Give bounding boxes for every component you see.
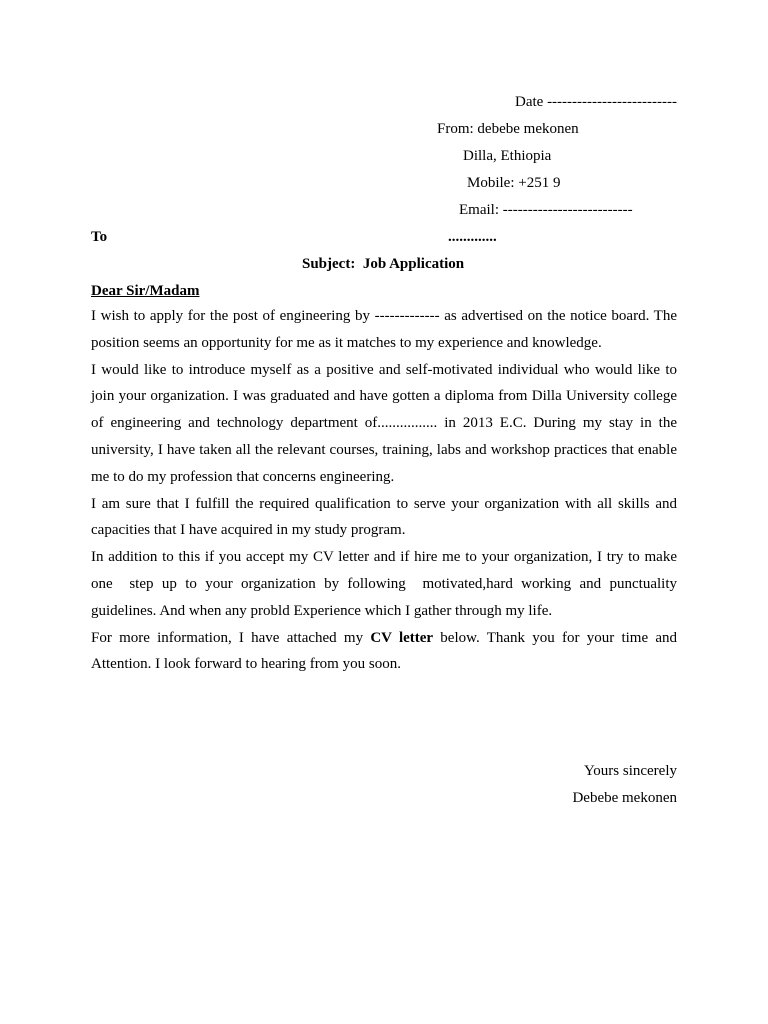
date-line: Date -------------------------- [515, 94, 677, 110]
p5-text-before: For more information, I have attached my [91, 629, 371, 646]
signature-name: Debebe mekonen [572, 790, 677, 806]
closing-block [572, 758, 677, 812]
email-line: Email: -------------------------- [459, 202, 633, 218]
to-label: To [91, 229, 108, 245]
letter-body [91, 303, 681, 678]
to-address-placeholder: ............. [448, 229, 497, 245]
valediction: Yours sincerely [583, 763, 677, 779]
salutation: Dear Sir/Madam [91, 283, 200, 299]
body-paragraph: In addition to this if you accept my CV letter and if hire me to your organization, I try to make one step up to your organization by following motivated,hard working and punctuality guidelines. And when any probld Experience which I gather through my life. [91, 549, 681, 619]
city-line: Dilla, Ethiopia [463, 148, 552, 164]
body-paragraph: I am sure that I fulfill the required qualification to serve your organization with all skills and capacities that I have acquired in my study program. [91, 495, 677, 539]
p5-text-after: below. Thank you for your time and Attention. I look forward to hearing from you soon. [91, 629, 677, 673]
body-paragraph: I would like to introduce myself as a positive and self-motivated individual who would like to join your organization. I was graduated and have gotten a diploma from Dilla University college of engineering and technology department of................ in 2013 E.C. During my stay in the university, I have taken all the relevant courses, training, labs and workshop practices that enable me to do my profession that concerns engineering. [91, 361, 677, 485]
mobile-line: Mobile: +251 9 [467, 175, 561, 191]
body-paragraph: I wish to apply for the post of engineering by ------------- as advertised on the notice board. The position seems an opportunity for me as it matches to my experience and knowledge. [91, 308, 677, 351]
from-line: From: debebe mekonen [437, 121, 579, 137]
subject-line: Subject: Job Application [302, 256, 465, 272]
cv-letter-emphasis: CV letter [370, 629, 434, 646]
body-paragraph [91, 625, 677, 679]
